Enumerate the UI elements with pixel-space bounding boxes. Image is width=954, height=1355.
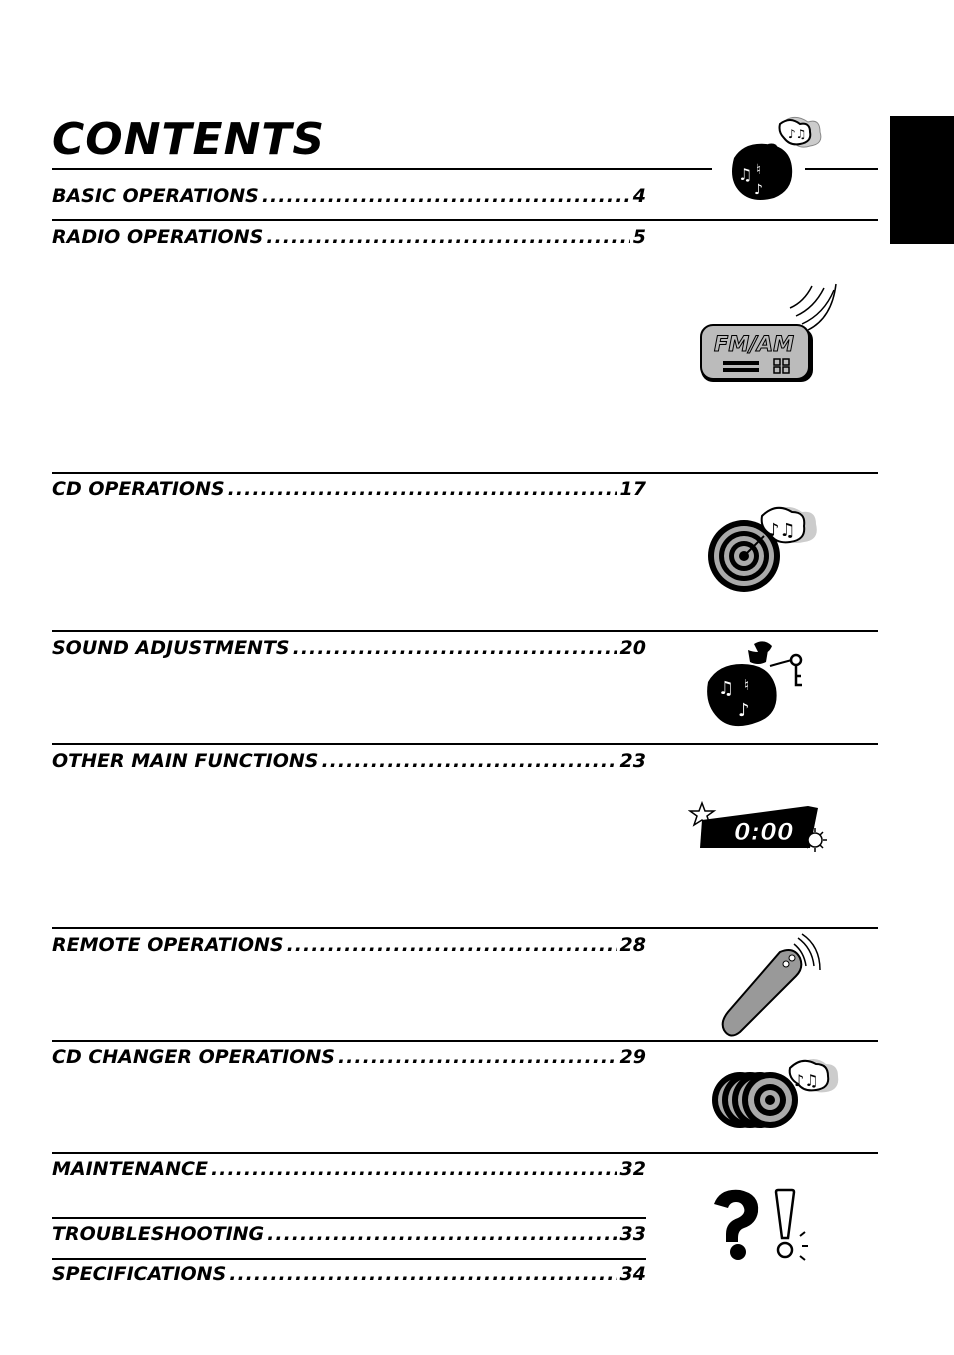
divider [52, 168, 712, 170]
svg-text:♮: ♮ [744, 676, 750, 694]
svg-text:♪♫: ♪♫ [768, 520, 796, 541]
toc-entry-remote-operations[interactable] [52, 934, 646, 956]
divider [52, 219, 878, 221]
toc-entry-page: 20 [619, 637, 646, 659]
divider [52, 1152, 878, 1154]
divider [52, 743, 878, 745]
divider [52, 1258, 646, 1260]
toc-entry-cd-changer-operations[interactable] [52, 1046, 646, 1068]
sound-bag-icon [700, 636, 815, 736]
divider [52, 1217, 646, 1219]
cd-changer-icon [710, 1050, 845, 1136]
toc-entry-sound-adjustments[interactable] [52, 637, 646, 659]
toc-entry-label: REMOTE OPERATIONS [52, 934, 284, 956]
dot-leader [211, 1158, 617, 1180]
toc-entry-page: 32 [619, 1158, 646, 1180]
toc-entry-page: 17 [619, 478, 646, 500]
toc-entry-page: 28 [619, 934, 646, 956]
clock-display-icon [688, 800, 833, 860]
toc-entry-page: 4 [632, 185, 646, 207]
divider [52, 927, 878, 929]
toc-entry-page: 5 [632, 226, 646, 248]
dot-leader [262, 185, 630, 207]
toc-entry-cd-operations[interactable] [52, 478, 646, 500]
question-exclamation-icon [708, 1186, 818, 1266]
toc-entry-page: 29 [619, 1046, 646, 1068]
toc-entry-other-main-functions[interactable] [52, 750, 646, 772]
dot-leader [293, 637, 617, 659]
toc-entry-label: BASIC OPERATIONS [52, 185, 259, 207]
cd-music-icon [704, 496, 834, 596]
svg-text:♪♫: ♪♫ [788, 127, 807, 141]
toc-entry-label: MAINTENANCE [52, 1158, 208, 1180]
toc-entry-label: SOUND ADJUSTMENTS [52, 637, 290, 659]
svg-text:♫: ♫ [738, 165, 753, 184]
toc-entry-specifications[interactable] [52, 1263, 646, 1285]
toc-entry-page: 33 [619, 1223, 646, 1245]
toc-entry-label: OTHER MAIN FUNCTIONS [52, 750, 319, 772]
dot-leader [338, 1046, 617, 1068]
svg-text:♪: ♪ [754, 182, 763, 198]
dot-leader [287, 934, 617, 956]
toc-entry-radio-operations[interactable] [52, 226, 646, 248]
language-tab [890, 116, 954, 244]
toc-entry-page: 34 [619, 1263, 646, 1285]
svg-text:♪: ♪ [738, 700, 750, 721]
radio-icon [698, 268, 843, 388]
divider [52, 472, 878, 474]
page-title: CONTENTS [52, 114, 326, 165]
toc-entry-label: RADIO OPERATIONS [52, 226, 264, 248]
svg-text:♫: ♫ [718, 678, 735, 699]
dot-leader [321, 750, 616, 772]
dot-leader [266, 226, 629, 248]
toc-entry-label: CD CHANGER OPERATIONS [52, 1046, 335, 1068]
toc-entry-label: CD OPERATIONS [52, 478, 225, 500]
music-bag-icon [716, 108, 831, 208]
clock-readout: 0:00 [734, 818, 794, 846]
divider [52, 1040, 878, 1042]
radio-label: FM/AM [714, 332, 795, 356]
divider [52, 630, 878, 632]
toc-entry-troubleshooting[interactable] [52, 1223, 646, 1245]
dot-leader [229, 1263, 616, 1285]
toc-entry-label: SPECIFICATIONS [52, 1263, 227, 1285]
toc-entry-basic-operations[interactable] [52, 185, 646, 207]
dot-leader [267, 1223, 616, 1245]
toc-entry-page: 23 [619, 750, 646, 772]
dot-leader [228, 478, 617, 500]
toc-entry-label: TROUBLESHOOTING [52, 1223, 265, 1245]
svg-text:♪♫: ♪♫ [794, 1071, 819, 1090]
svg-text:♮: ♮ [756, 162, 762, 178]
toc-entry-maintenance[interactable] [52, 1158, 646, 1180]
remote-control-icon [716, 932, 826, 1038]
